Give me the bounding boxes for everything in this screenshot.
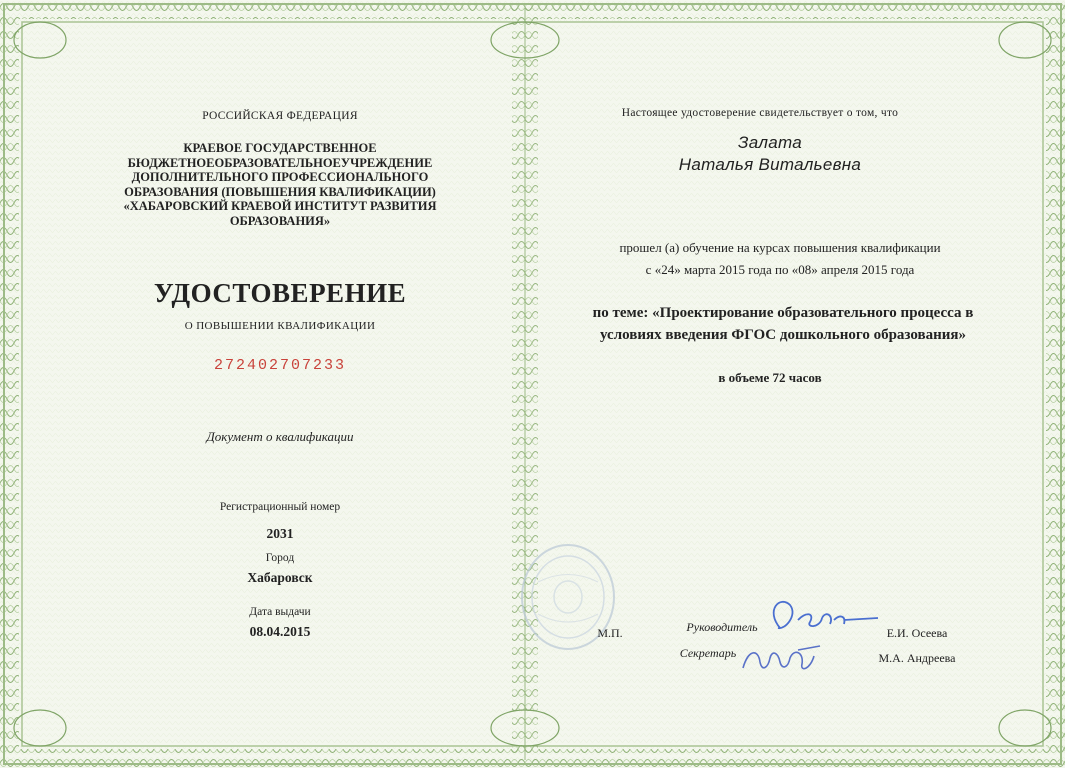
recipient-surname: Залата (738, 133, 802, 152)
organization-name (110, 141, 450, 228)
seal-place-label: М.П. (597, 626, 623, 640)
document-title: УДОСТОВЕРЕНИЕ (153, 278, 407, 308)
org-line: ОБРАЗОВАНИЯ» (229, 213, 331, 228)
org-line: КРАЕВОЕ ГОСУДАРСТВЕННОЕ (183, 141, 377, 155)
city-label: Город (265, 552, 295, 564)
intro-text: Настоящее удостоверение свидетельствует о том, что (621, 107, 899, 119)
secretary-name: М.А. Андреева (878, 651, 956, 665)
serial-number: 272402707233 (213, 357, 347, 374)
head-signature (760, 590, 880, 640)
org-line: ДОПОЛНИТЕЛЬНОГО ПРОФЕССИОНАЛЬНОГО (131, 170, 429, 184)
org-line: «ХАБАРОВСКИЙ КРАЕВОЙ ИНСТИТУТ РАЗВИТИЯ (123, 199, 437, 213)
topic-line: условиях введения ФГОС дошкольного образования» (600, 327, 966, 343)
recipient-given-names: Наталья Витальевна (678, 155, 862, 174)
course-line-1: прошел (а) обучение на курсах повышения квалификации (619, 240, 941, 255)
head-label: Руководитель (686, 620, 758, 634)
topic-line: по теме: «Проектирование образовательного процесса в (592, 305, 974, 321)
course-dates: с «24» марта 2015 года по «08» апреля 2015 года (645, 262, 915, 277)
course-hours: в объеме 72 часов (718, 370, 822, 385)
city-value: Хабаровск (247, 570, 313, 585)
secretary-label: Секретарь (679, 646, 737, 660)
course-topic (548, 302, 1018, 346)
issue-date: 08.04.2015 (249, 624, 311, 639)
country-label: РОССИЙСКАЯ ФЕДЕРАЦИЯ (202, 110, 358, 122)
secretary-signature (738, 638, 828, 678)
reg-number: 2031 (266, 526, 294, 541)
reg-number-label: Регистрационный номер (219, 501, 341, 513)
issue-date-label: Дата выдачи (249, 606, 311, 618)
document-type: Документ о квалификации (206, 429, 354, 444)
org-line: БЮДЖЕТНОЕОБРАЗОВАТЕЛЬНОЕУЧРЕЖДЕНИЕ (127, 155, 433, 170)
head-name: Е.И. Осеева (886, 626, 948, 640)
document-subtitle: О ПОВЫШЕНИИ КВАЛИФИКАЦИИ (184, 320, 376, 332)
org-line: ОБРАЗОВАНИЯ (ПОВЫШЕНИЯ КВАЛИФИКАЦИИ) (124, 184, 436, 199)
